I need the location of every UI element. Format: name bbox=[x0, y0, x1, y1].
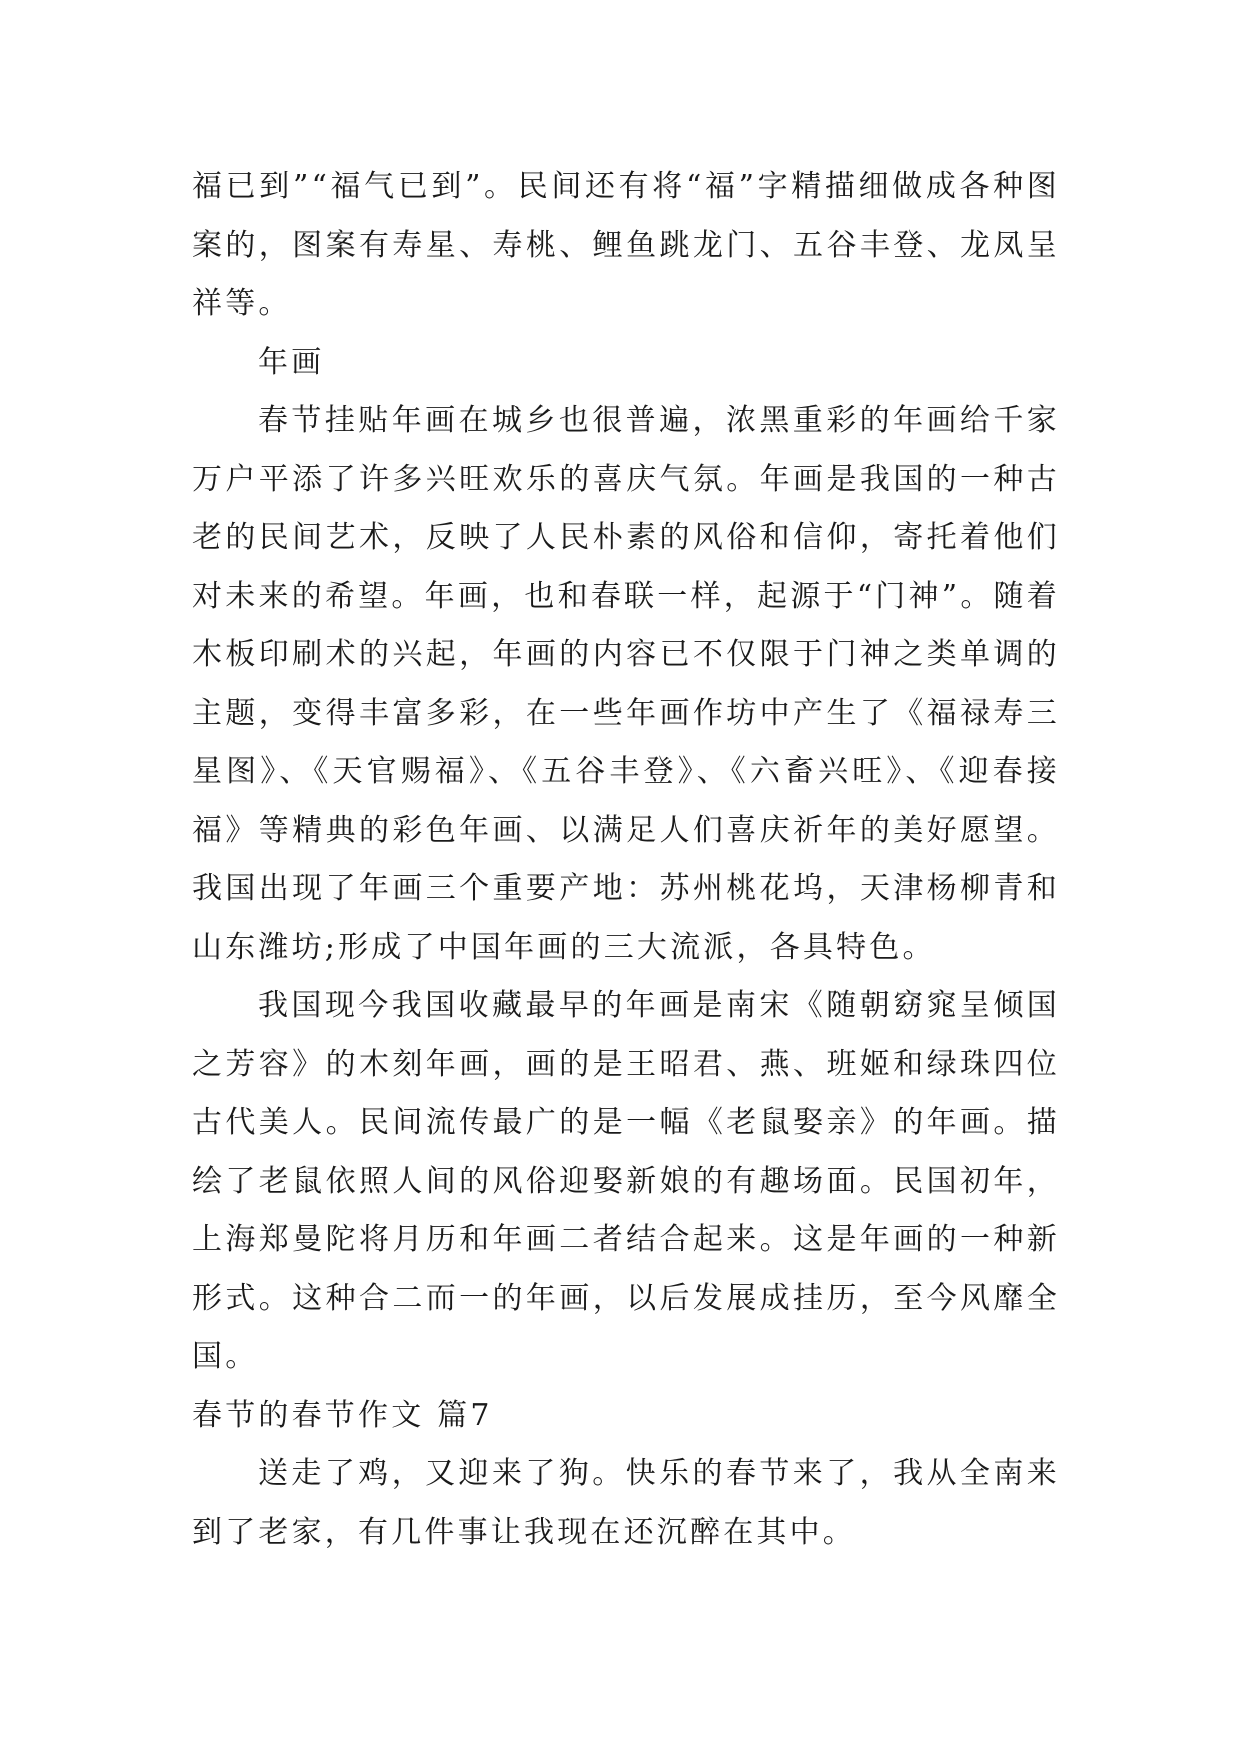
paragraph-earliest-nianhua: 我国现今我国收藏最早的年画是南宋《随朝窈窕呈倾国之芳容》的木刻年画，画的是王昭君、燕、班姬和绿珠四位古代美人。民间流传最广的是一幅《老鼠娶亲》的年画。描绘了老鼠依照人间的风俗迎娶新娘的有趣场面。民国初年，上海郑曼陀将月历和年画二者结合起来。这是年画的一种新形式。这种合二而一的年画，以后发展成挂历，至今风靡全国。 bbox=[192, 988, 1060, 1374]
section-heading: 春节的春节作文 篇7 bbox=[192, 1397, 493, 1433]
paragraph-fu-patterns: 福已到”“福气已到”。民间还有将“福”字精描细做成各种图案的，图案有寿星、寿桃、鲤鱼跳龙门、五谷丰登、龙凤呈祥等。 bbox=[192, 169, 1060, 321]
document-body bbox=[192, 158, 1060, 1562]
paragraph-spring-festival-essay: 送走了鸡，又迎来了狗。快乐的春节来了，我从全南来到了老家，有几件事让我现在还沉醉在其中。 bbox=[192, 1456, 1060, 1550]
subheading-nianhua: 年画 bbox=[258, 344, 325, 380]
paragraph-nianhua-history: 春节挂贴年画在城乡也很普遍，浓黑重彩的年画给千家万户平添了许多兴旺欢乐的喜庆气氛。年画是我国的一种古老的民间艺术，反映了人民朴素的风俗和信仰，寄托着他们对未来的希望。年画，也和春联一样，起源于“门神”。随着木板印刷术的兴起，年画的内容已不仅限于门神之类单调的主题，变得丰富多彩，在一些年画作坊中产生了《福禄寿三星图》、《天官赐福》、《五谷丰登》、《六畜兴旺》、《迎春接福》等精典的彩色年画、以满足人们喜庆祈年的美好愿望。我国出现了年画三个重要产地：苏州桃花坞，天津杨柳青和山东潍坊;形成了中国年画的三大流派，各具特色。 bbox=[192, 403, 1060, 965]
